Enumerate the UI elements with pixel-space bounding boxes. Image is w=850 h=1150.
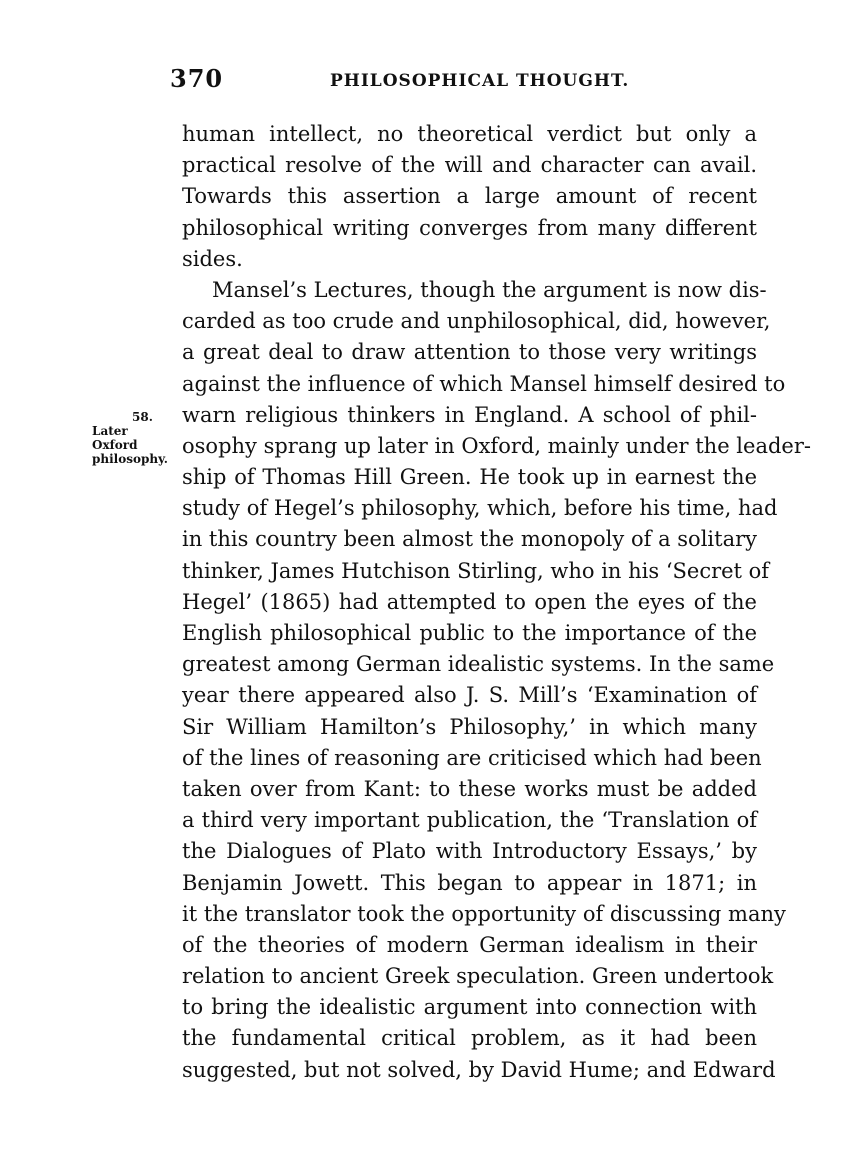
text-line: of the theories of modern German idealism in their: [182, 932, 757, 957]
body-text: [182, 119, 811, 1086]
text-line: taken over from Kant: to these works must be added: [182, 776, 757, 801]
text-line: of the lines of reasoning are criticised which had been: [182, 745, 762, 770]
margin-note-line: Later: [92, 424, 128, 438]
text-line: the Dialogues of Plato with Introductory Essays,’ by: [182, 839, 757, 864]
text-line: study of Hegel’s philosophy, which, before his time, had: [182, 496, 778, 521]
text-line: Towards this assertion a large amount of recent: [182, 184, 757, 209]
text-line: carded as too crude and unphilosophical, did, however,: [182, 309, 771, 334]
text-line: in this country been almost the monopoly of a solitary: [182, 527, 757, 552]
text-line: the fundamental critical problem, as it had been: [182, 1026, 757, 1051]
text-line: Benjamin Jowett. This began to appear in 1871; in: [182, 870, 757, 895]
text-line: thinker, James Hutchison Stirling, who in his ‘Secret of: [182, 558, 770, 583]
text-line: it the translator took the opportunity of discussing many: [182, 901, 786, 926]
text-line: ship of Thomas Hill Green. He took up in earnest the: [182, 465, 757, 490]
text-line: a great deal to draw attention to those very writings: [182, 340, 757, 365]
margin-note-number: 58.: [132, 410, 153, 424]
text-line: relation to ancient Greek speculation. Green undertook: [182, 964, 774, 989]
text-line: Hegel’ (1865) had attempted to open the eyes of the: [182, 589, 757, 614]
margin-note: [92, 410, 182, 466]
text-line: suggested, but not solved, by David Hume; and Edward: [182, 1057, 776, 1082]
running-title: PHILOSOPHICAL THOUGHT.: [330, 71, 630, 91]
margin-note-line: Oxford: [92, 438, 138, 452]
text-line: a third very important publication, the ‘Translation of: [182, 808, 757, 833]
text-line: to bring the idealistic argument into connection with: [182, 995, 757, 1020]
margin-note-line: philosophy.: [92, 452, 168, 466]
page-number: 370: [170, 64, 224, 93]
text-line: warn religious thinkers in England. A school of phil-: [182, 402, 757, 427]
text-line: practical resolve of the will and character can avail.: [182, 153, 757, 178]
text-line: human intellect, no theoretical verdict but only a: [182, 122, 757, 146]
text-line: osophy sprang up later in Oxford, mainly under the leader-: [182, 433, 811, 458]
text-line: against the influence of which Mansel himself desired to: [182, 371, 786, 396]
text-line: Sir William Hamilton’s Philosophy,’ in which many: [182, 714, 757, 739]
text-line: year there appeared also J. S. Mill’s ‘Examination of: [182, 683, 757, 708]
text-line: sides.: [182, 246, 243, 271]
text-line: philosophical writing converges from many different: [182, 215, 757, 240]
text-line: English philosophical public to the importance of the: [182, 621, 757, 645]
text-line: greatest among German idealistic systems. In the same: [182, 652, 775, 677]
text-line: Mansel’s Lectures, though the argument is now dis-: [212, 277, 767, 302]
